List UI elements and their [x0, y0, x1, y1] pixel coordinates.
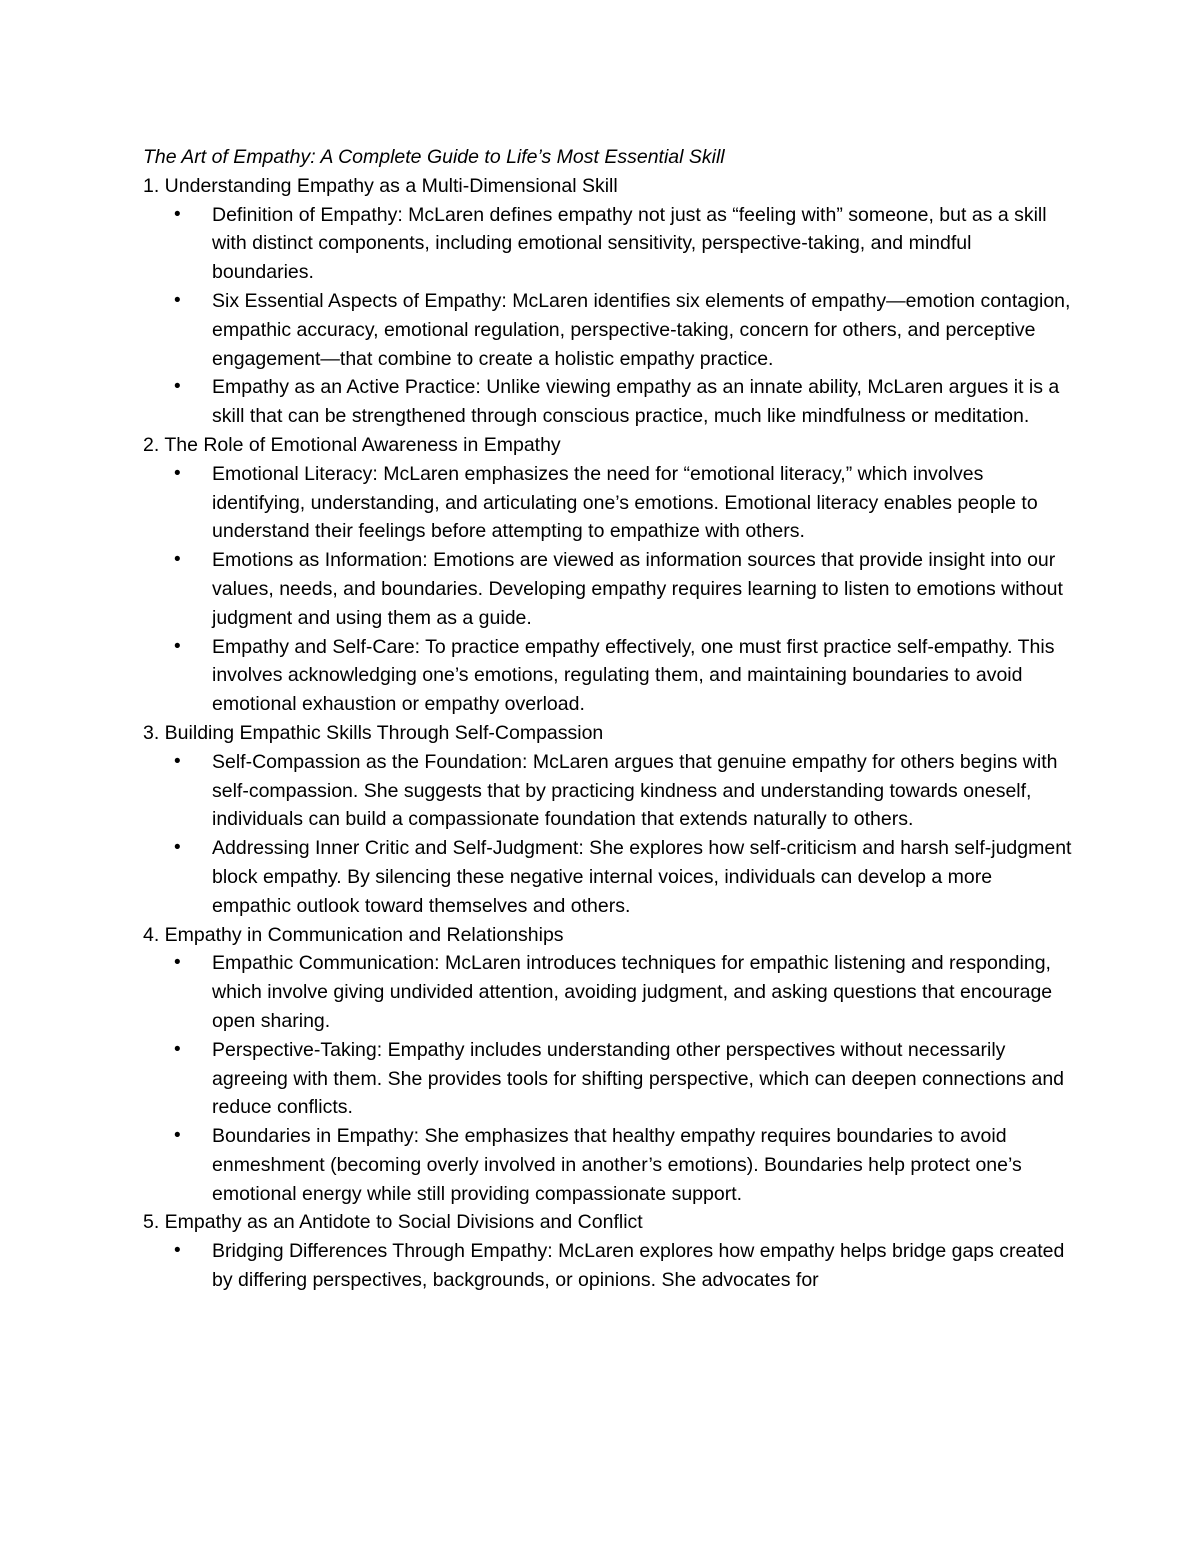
section-3	[143, 719, 1073, 921]
section-2	[143, 431, 1073, 719]
list-item	[174, 460, 1073, 546]
bullet-list	[143, 1237, 1073, 1295]
list-item	[174, 834, 1073, 920]
bullet-icon: •	[174, 376, 181, 398]
section-heading: 4. Empathy in Communication and Relationships	[143, 923, 564, 946]
bullet-icon: •	[174, 549, 181, 571]
list-item	[174, 546, 1073, 632]
bullet-icon: •	[174, 289, 181, 311]
section-heading: 3. Building Empathic Skills Through Self-Compassion	[143, 721, 604, 744]
list-item	[174, 748, 1073, 834]
list-item-text: Emotions as Information: Emotions are viewed as information sources that provide insight into our values, needs, and boundaries. Developing empathy requires learning to listen to emotions without judgment and using them as a guide.	[212, 549, 1063, 629]
section-5	[143, 1208, 1073, 1294]
bullet-list	[143, 201, 1073, 431]
bullet-icon: •	[174, 1240, 181, 1262]
list-item-text: Empathy as an Active Practice: Unlike viewing empathy as an innate ability, McLaren argues it is a skill that can be strengthened through conscious practice, much like mindfulness or meditation.	[212, 376, 1060, 428]
list-item	[174, 201, 1073, 287]
document-title: The Art of Empathy: A Complete Guide to Life’s Most Essential Skill	[143, 146, 725, 168]
list-item-text: Addressing Inner Critic and Self-Judgment: She explores how self-criticism and harsh self-judgment block empathy. By silencing these negative internal voices, individuals can develop a more empathic outlook toward themselves and others.	[212, 837, 1072, 917]
list-item-text: Boundaries in Empathy: She emphasizes that healthy empathy requires boundaries to avoid enmeshment (becoming overly involved in another’s emotions). Boundaries help protect one’s emotional energy while still providing compassionate support.	[212, 1125, 1022, 1205]
list-item	[174, 287, 1073, 373]
bullet-icon: •	[174, 952, 181, 974]
bullet-icon: •	[174, 750, 181, 772]
section-4	[143, 921, 1073, 1209]
list-item	[174, 1036, 1073, 1122]
section-heading: 2. The Role of Emotional Awareness in Empathy	[143, 433, 561, 456]
list-item-text: Self-Compassion as the Foundation: McLaren argues that genuine empathy for others begins with self-compassion. She suggests that by practicing kindness and understanding towards oneself, individuals can build a compassionate foundation that extends naturally to others.	[212, 750, 1058, 831]
list-item	[174, 949, 1073, 1035]
list-item	[174, 1122, 1073, 1208]
bullet-icon: •	[174, 1125, 181, 1147]
bullet-list	[143, 748, 1073, 921]
section-1	[143, 172, 1073, 431]
list-item-text: Empathy and Self-Care: To practice empathy effectively, one must first practice self-empathy. This involves acknowledging one’s emotions, regulating them, and maintaining boundaries to avoid emotional exhaustion or empathy overload.	[212, 635, 1055, 716]
bullet-icon: •	[174, 1038, 181, 1060]
list-item-text: Six Essential Aspects of Empathy: McLaren identifies six elements of empathy—emotion contagion, empathic accuracy, emotional regulation, perspective-taking, concern for others, and perceptive engagement—that combine to create a holistic empathy practice.	[212, 289, 1071, 370]
bullet-icon: •	[174, 203, 181, 225]
bullet-icon: •	[174, 635, 181, 657]
bullet-icon: •	[174, 837, 181, 859]
list-item	[174, 1237, 1073, 1295]
list-item-text: Emotional Literacy: McLaren emphasizes the need for “emotional literacy,” which involves identifying, understanding, and articulating one’s emotions. Emotional literacy enables people to understand their feelings before attempting to empathize with others.	[212, 462, 1038, 543]
bullet-list	[143, 460, 1073, 719]
list-item	[174, 633, 1073, 719]
list-item-text: Empathic Communication: McLaren introduces techniques for empathic listening and responding, which involve giving undivided attention, avoiding judgment, and asking questions that encourage open sharing.	[212, 952, 1053, 1032]
section-heading: 5. Empathy as an Antidote to Social Divisions and Conflict	[143, 1211, 643, 1234]
bullet-list	[143, 949, 1073, 1208]
bullet-icon: •	[174, 462, 181, 484]
document-page	[143, 143, 1073, 1295]
list-item-text: Perspective-Taking: Empathy includes understanding other perspectives without necessarily agreeing with them. She provides tools for shifting perspective, which can deepen connections and reduce conflicts.	[212, 1038, 1065, 1119]
list-item-text: Bridging Differences Through Empathy: McLaren explores how empathy helps bridge gaps created by differing perspectives, backgrounds, or opinions. She advocates for	[212, 1240, 1065, 1292]
section-heading: 1. Understanding Empathy as a Multi-Dimensional Skill	[143, 174, 618, 197]
list-item	[174, 373, 1073, 431]
list-item-text: Definition of Empathy: McLaren defines empathy not just as “feeling with” someone, but as a skill with distinct components, including emotional sensitivity, perspective-taking, and mindful boundaries.	[212, 203, 1047, 284]
